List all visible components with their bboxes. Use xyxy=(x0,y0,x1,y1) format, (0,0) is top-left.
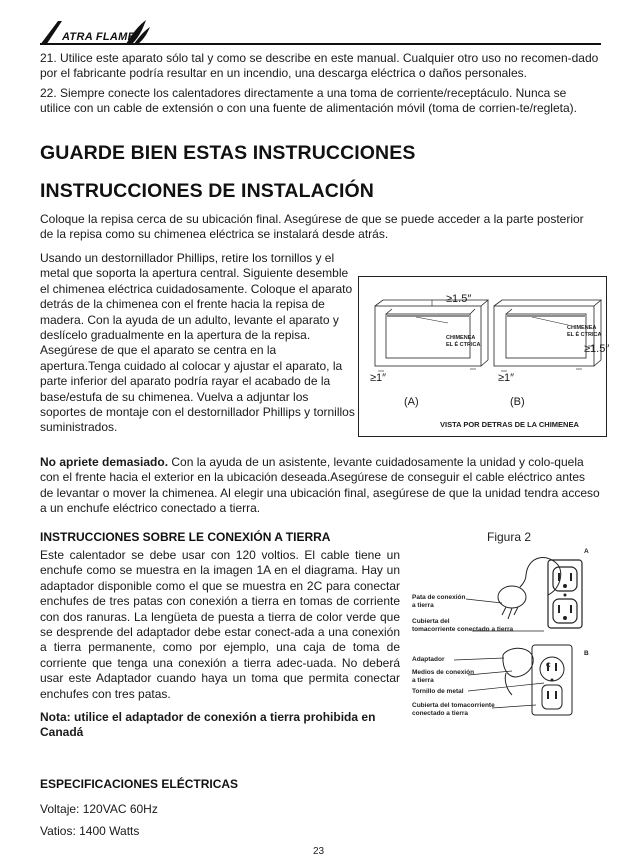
adapter-plug xyxy=(503,645,572,715)
callout-ground-prong xyxy=(412,594,465,609)
install-paragraph-3 xyxy=(40,455,600,517)
callout-adapter: Adaptador xyxy=(412,656,445,663)
warning-do-not-overtighten: No apriete demasiado. xyxy=(40,455,169,469)
item-21: 21. Utilice este aparato sólo tal y como se describe en este manual. Cualquier otro uso no recomen-dado por el fabricante podría resultar en un incendio, una descarga eléctrica o daños personales. xyxy=(40,51,599,81)
fireplace-label-a-line1: CHIMENEA xyxy=(446,335,476,341)
install-paragraph-1: Coloque la repisa cerca de su ubicación final. Asegúrese de que se puede acceder a la parte posterior de la repisa como su chimenea eléctrica se instalará desde atrás. xyxy=(40,212,584,242)
callout-metal-screw: Tornillo de metal xyxy=(412,688,464,695)
view-label-a: (A) xyxy=(404,396,419,408)
fireplace-label-a xyxy=(446,335,480,348)
callout-outlet-cover-b-line2: conectado a tierra xyxy=(412,709,468,717)
callout-outlet-cover-a-line1: Cubierta del xyxy=(412,618,450,625)
callout-grounding-means xyxy=(412,669,474,684)
clearance-bottom-b: ≥1″ xyxy=(498,372,515,384)
callout-ground-prong-line2: a tierra xyxy=(412,601,434,609)
grounding-note: Nota: utilice el adaptador de conexión a tierra prohibida en Canadá xyxy=(40,710,376,740)
view-label-b: (B) xyxy=(510,396,525,408)
figure-2-drawing xyxy=(408,545,608,723)
outlet-b-label: B xyxy=(584,650,589,657)
callout-grounding-means-line2: a tierra xyxy=(412,676,434,684)
callout-grounding-means-line1: Medios de conexión xyxy=(412,669,475,676)
clearance-side: ≥1.5″ xyxy=(584,343,610,355)
fireplace-back-a xyxy=(375,300,488,366)
spec-wattage: Vatios: 1400 Watts xyxy=(40,824,140,838)
heading-install-instructions: INSTRUCCIONES DE INSTALACIÓN xyxy=(40,180,374,202)
figure-2-title: Figura 2 xyxy=(487,530,532,544)
page-number: 23 xyxy=(313,846,325,857)
install-paragraph-3-body: Con la ayuda de un asistente, levante cuidadosamente la unidad y colo-quela con el frente hacia el exterior en la ubicación deseada.Asegúrese de conseguir el cable eléctrico antes de levantar o mover la chimenea. Al elegir una ubicación final, asegúrese de que la unidad tendra acceso a un enchufe eléctrico conectado a tierra. xyxy=(40,455,600,516)
install-paragraph-2: Usando un destornillador Phillips, retire los tornillos y el metal que soporta la apertura central. Siguiente desemble el chimenea eléctrica cuidadosamente. Coloque el aparato detrás de la chimenea con el frente hacia la repisa de madera. Con la ayuda de un adulto, levante el aparato y deslícelo gradualmente en la apertura de la repisa. Asegúrese de que el aparato se centra en la apertura.Tenga cuidado al colocar y ajustar el aparato, la parte inferior del aparato podría rayar el acabado de la base/estufa de su chimenea. Vuelva a adjuntar los soportes de montaje con el destornillador Phillips y tornillos suministrados. xyxy=(40,251,355,435)
adapter-c-label: C xyxy=(546,662,551,669)
callout-outlet-cover-a-line2: tomacorriente conectado a tierra xyxy=(412,625,514,633)
clearance-bottom-a: ≥1″ xyxy=(370,372,387,384)
heading-save-instructions: GUARDE BIEN ESTAS INSTRUCCIONES xyxy=(40,142,416,164)
grounding-paragraph: Este calentador se debe usar con 120 voltios. El cable tiene un enchufe como se muestra en la imagen 1A en el diagrama. Hay un adaptador disponible como el que se muestra en 2C para conectar enchufes de tres patas con conexión a tierra en tomas de corriente con dos ranuras. La lengüeta de puesta a tierra de color verde que se desprende del adaptador debe estar conect-ada a una conexión a tierra permanente, como por ejemplo, una caja de toma de corriente que tenga una conexión a tierra adec-uada. No deberá usar este Adaptador cuando haya un toma que permita conectar enchufes con tres patas. xyxy=(40,548,400,701)
installation-diagram-drawing xyxy=(358,276,610,437)
fireplace-label-b-line1: CHIMENEA xyxy=(567,325,597,331)
clearance-top: ≥1.5″ xyxy=(446,293,472,305)
fireplace-label-b-line2: EL É CTRICA xyxy=(567,331,602,338)
brand-logo-text: ATRA FLAME xyxy=(62,31,136,43)
callout-outlet-cover-b xyxy=(412,702,495,717)
callout-outlet-cover-b-line1: Cubierta del tomacorriente xyxy=(412,702,495,709)
heading-grounding: INSTRUCCIONES SOBRE LE CONEXIÓN A TIERRA xyxy=(40,530,331,544)
fireplace-label-a-line2: EL É CTRICA xyxy=(446,341,481,348)
fireplace-label-b xyxy=(567,325,601,338)
header-rule xyxy=(40,43,601,45)
item-22: 22. Siempre conecte los calentadores directamente a una toma de corriente/receptáculo. Nunca se utilice con un cable de extensión o con una fuente de alimentación móvil (toma de corrien-te/regleta). xyxy=(40,86,577,116)
spec-voltage: Voltaje: 120VAC 60Hz xyxy=(40,802,158,816)
callout-outlet-cover-a xyxy=(412,618,513,633)
callout-ground-prong-line1: Pata de conexión xyxy=(412,594,466,601)
three-prong-plug xyxy=(498,558,561,619)
outlet-a-label: A xyxy=(584,548,589,555)
diagram-caption: VISTA POR DETRAS DE LA CHIMENEA xyxy=(440,420,579,429)
heading-electrical-specs: ESPECIFICACIONES ELÉCTRICAS xyxy=(40,777,239,791)
